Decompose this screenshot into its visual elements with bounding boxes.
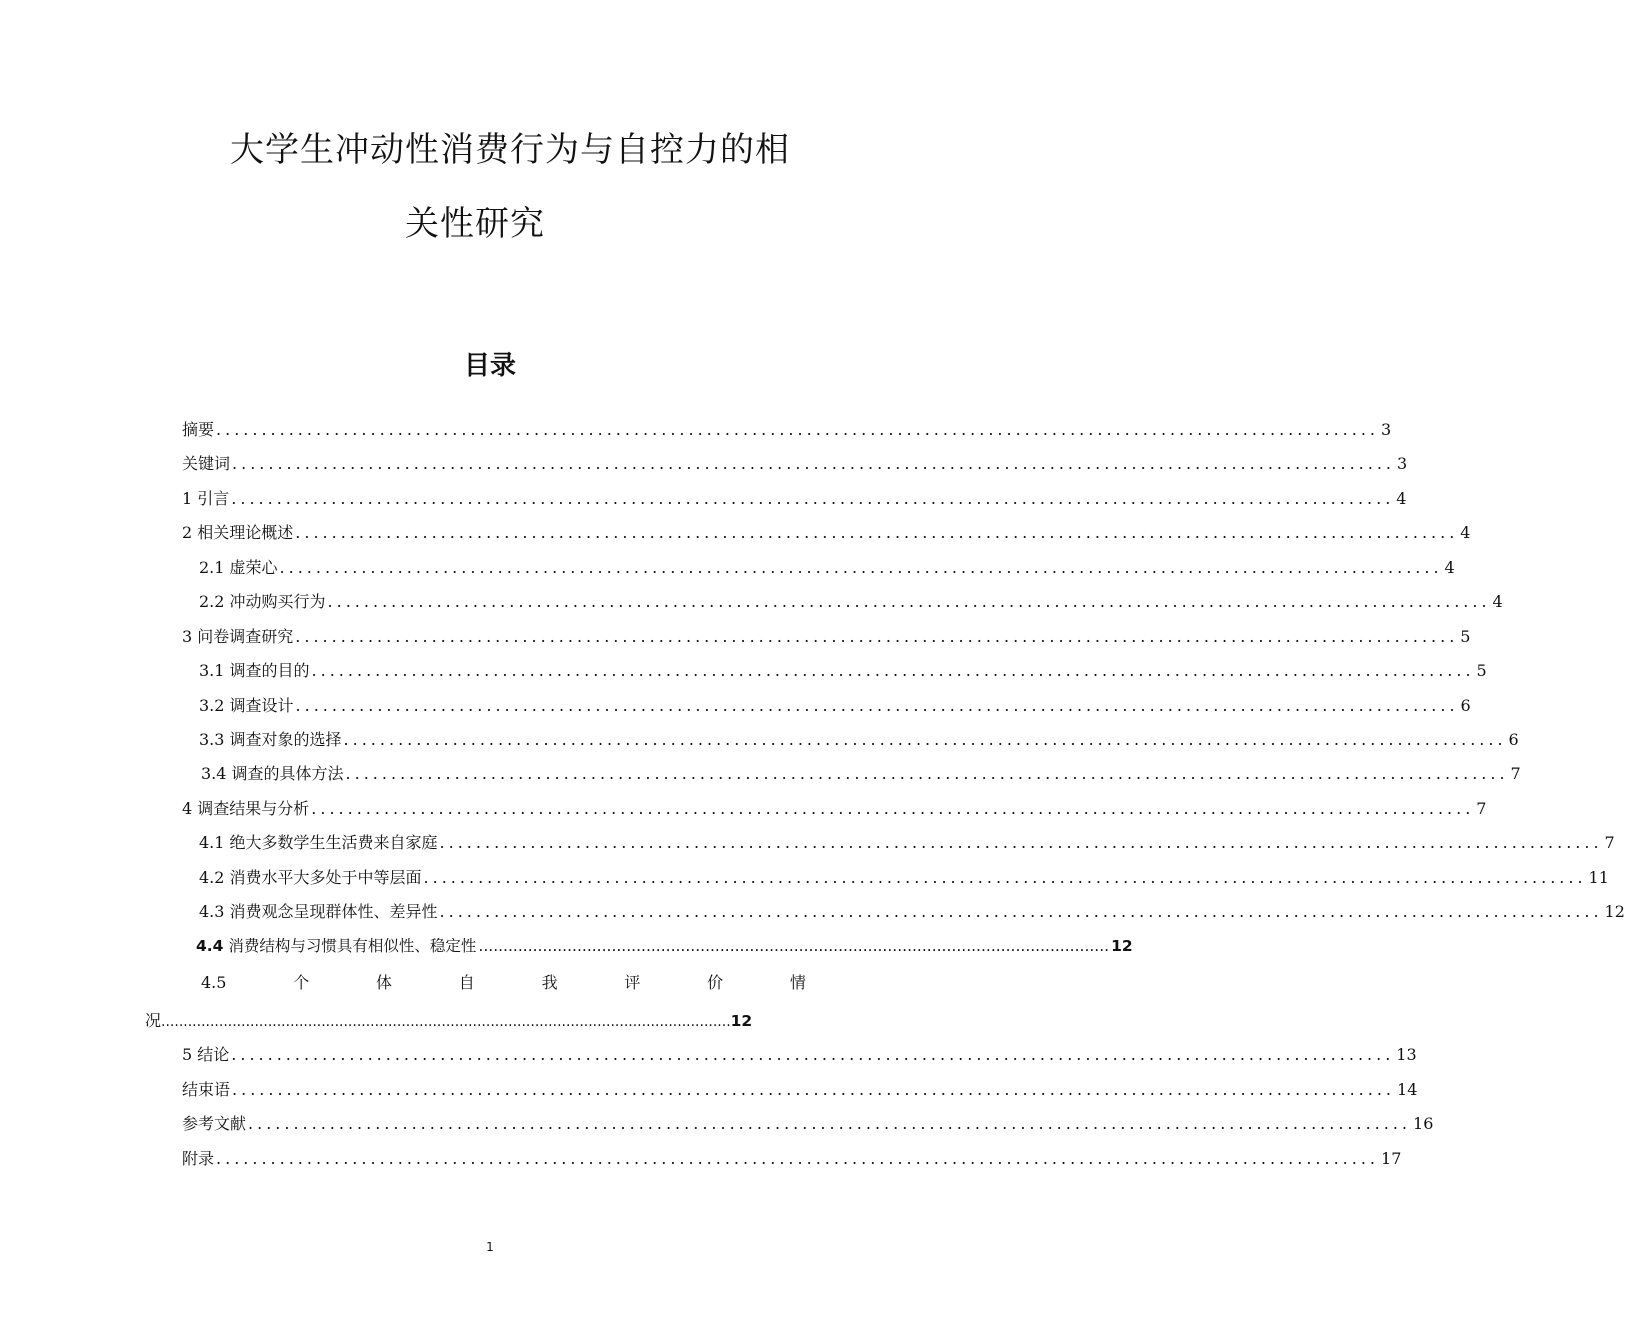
toc-entry-page: 6 [1508, 730, 1519, 749]
toc-entry-page: 16 [1413, 1114, 1434, 1133]
toc-leader: ................................................................................................................................ [216, 420, 1380, 439]
toc-leader: ................................................................................................................................ [232, 1080, 1396, 1099]
toc-leader: ................................................................................................................................ [232, 454, 1396, 473]
toc-entry-word: 4.5 [201, 973, 227, 992]
toc-entry-conclusion-remarks[interactable] [182, 1078, 1418, 1102]
toc-leader: ................................................................................................................................ [343, 730, 1507, 749]
toc-entry-page: 7 [1510, 764, 1521, 783]
toc-entry-tail: 况 [145, 1011, 162, 1030]
toc-entry-label: 4.3 消费观念呈现群体性、差异性 [199, 902, 438, 921]
toc-entry-word: 价 [707, 973, 724, 992]
toc-entry-4[interactable] [182, 797, 1487, 821]
toc-heading: 目录 [463, 351, 516, 381]
toc-entry-label: 3.2 调查设计 [199, 696, 294, 715]
toc-entry-page: 3 [1381, 420, 1392, 439]
toc-entry-label: 2 相关理论概述 [182, 523, 294, 542]
toc-entry-3[interactable] [182, 625, 1471, 649]
toc-entry-word: 评 [624, 973, 641, 992]
toc-entry-label: 4 调查结果与分析 [182, 799, 310, 818]
toc-entry-label: 附录 [182, 1149, 215, 1168]
toc-entry-3-4[interactable] [201, 762, 1521, 786]
toc-leader: ................................................................................................................................ [311, 661, 1475, 680]
toc-leader: ................................................................................................................................ [439, 902, 1603, 921]
toc-entry-3-1[interactable] [199, 659, 1487, 683]
document-title-line-1: 大学生冲动性消费行为与自控力的相 [230, 130, 790, 170]
toc-entry-page: 12 [1111, 937, 1133, 955]
toc-entry-1[interactable] [182, 487, 1407, 511]
toc-entry-page: 5 [1460, 627, 1471, 646]
toc-entry-label: 3.1 调查的目的 [199, 661, 310, 680]
toc-entry-page: 4 [1396, 489, 1407, 508]
toc-entry-word: 体 [376, 973, 393, 992]
toc-entry-page: 14 [1397, 1080, 1418, 1099]
toc-entry-word: 情 [789, 973, 806, 992]
toc-leader: ................................................................................................................................ [248, 1114, 1412, 1133]
toc-entry-4-1[interactable] [199, 831, 1615, 855]
toc-leader: ................................................................................................................................ [279, 558, 1443, 577]
toc-entry-2-1[interactable] [199, 556, 1455, 580]
toc-entry-page: 4 [1460, 523, 1471, 542]
toc-entry-page: 13 [1396, 1045, 1417, 1064]
toc-entry-references[interactable] [182, 1112, 1434, 1136]
toc-entry-label: 4.1 绝大多数学生生活费来自家庭 [199, 833, 438, 852]
toc-entry-label: 3.3 调查对象的选择 [199, 730, 342, 749]
toc-leader: ................................................................................................................................ [231, 1045, 1395, 1064]
toc-leader: ................................................................................................................................ [295, 523, 1459, 542]
toc-entry-4-5-continuation[interactable] [145, 1008, 753, 1034]
toc-entry-page: 12 [730, 1012, 753, 1030]
toc-leader: ................................................................................................................................ [478, 937, 1110, 955]
toc-entry-label: 3 问卷调查研究 [182, 627, 294, 646]
toc-entry-word: 自 [458, 973, 475, 992]
toc-leader: ................................................................................................................................ [327, 592, 1491, 611]
toc-entry-label: 结束语 [182, 1080, 231, 1099]
toc-entry-label: 摘要 [182, 420, 215, 439]
toc-entry-label: 2.1 虚荣心 [199, 558, 278, 577]
toc-leader: ................................................................................................................................ [311, 799, 1475, 818]
page-number: 1 [486, 1240, 494, 1254]
toc-leader: ................................................................................................................................ [216, 1149, 1380, 1168]
toc-entry-label: 关键词 [182, 454, 231, 473]
toc-leader: ................................................................................................................................ [295, 627, 1459, 646]
toc-leader: ................................................................................................................................ [345, 764, 1509, 783]
toc-entry-label: 参考文献 [182, 1114, 247, 1133]
toc-entry-page: 5 [1476, 661, 1487, 680]
toc-entry-3-3[interactable] [199, 728, 1519, 752]
toc-entry-4-5[interactable] [201, 970, 806, 996]
toc-leader: ................................................................................................................................ [439, 833, 1603, 852]
toc-entry-page: 12 [1604, 902, 1625, 921]
toc-entry-4-3[interactable] [199, 900, 1625, 924]
toc-entry-2-2[interactable] [199, 590, 1503, 614]
toc-leader: ................................................................................................................................ [161, 1014, 731, 1030]
toc-entry-5[interactable] [182, 1043, 1417, 1067]
toc-leader: ................................................................................................................................ [231, 489, 1395, 508]
toc-entry-page: 17 [1381, 1149, 1402, 1168]
toc-entry-4-2[interactable] [199, 866, 1609, 890]
toc-entry-label: 1 引言 [182, 489, 230, 508]
toc-entry-word: 我 [541, 973, 558, 992]
toc-entry-label: 5 结论 [182, 1045, 230, 1064]
toc-leader: ................................................................................................................................ [423, 868, 1587, 887]
document-title-line-2: 关性研究 [405, 204, 545, 244]
toc-entry-label: 3.4 调查的具体方法 [201, 764, 344, 783]
toc-entry-keywords[interactable] [182, 452, 1408, 476]
toc-entry-2[interactable] [182, 521, 1471, 545]
toc-entry-appendix[interactable] [182, 1147, 1402, 1171]
toc-entry-4-4[interactable] [196, 934, 1133, 958]
toc-entry-abstract[interactable] [182, 418, 1392, 442]
toc-entry-page: 6 [1460, 696, 1471, 715]
toc-entry-page: 7 [1476, 799, 1487, 818]
toc-entry-number: 4.4 [196, 937, 224, 955]
toc-entry-label: 2.2 冲动购买行为 [199, 592, 326, 611]
toc-entry-page: 7 [1604, 833, 1615, 852]
toc-entry-word: 个 [293, 973, 310, 992]
toc-entry-page: 3 [1397, 454, 1408, 473]
toc-entry-text: 消费结构与习惯具有相似性、稳定性 [228, 937, 477, 955]
toc-entry-label: 4.2 消费水平大多处于中等层面 [199, 868, 422, 887]
toc-entry-page: 4 [1444, 558, 1455, 577]
toc-entry-3-2[interactable] [199, 694, 1471, 718]
toc-leader: ................................................................................................................................ [295, 696, 1459, 715]
toc-entry-page: 11 [1588, 868, 1609, 887]
toc-entry-page: 4 [1492, 592, 1503, 611]
toc-entry-label [196, 934, 476, 958]
